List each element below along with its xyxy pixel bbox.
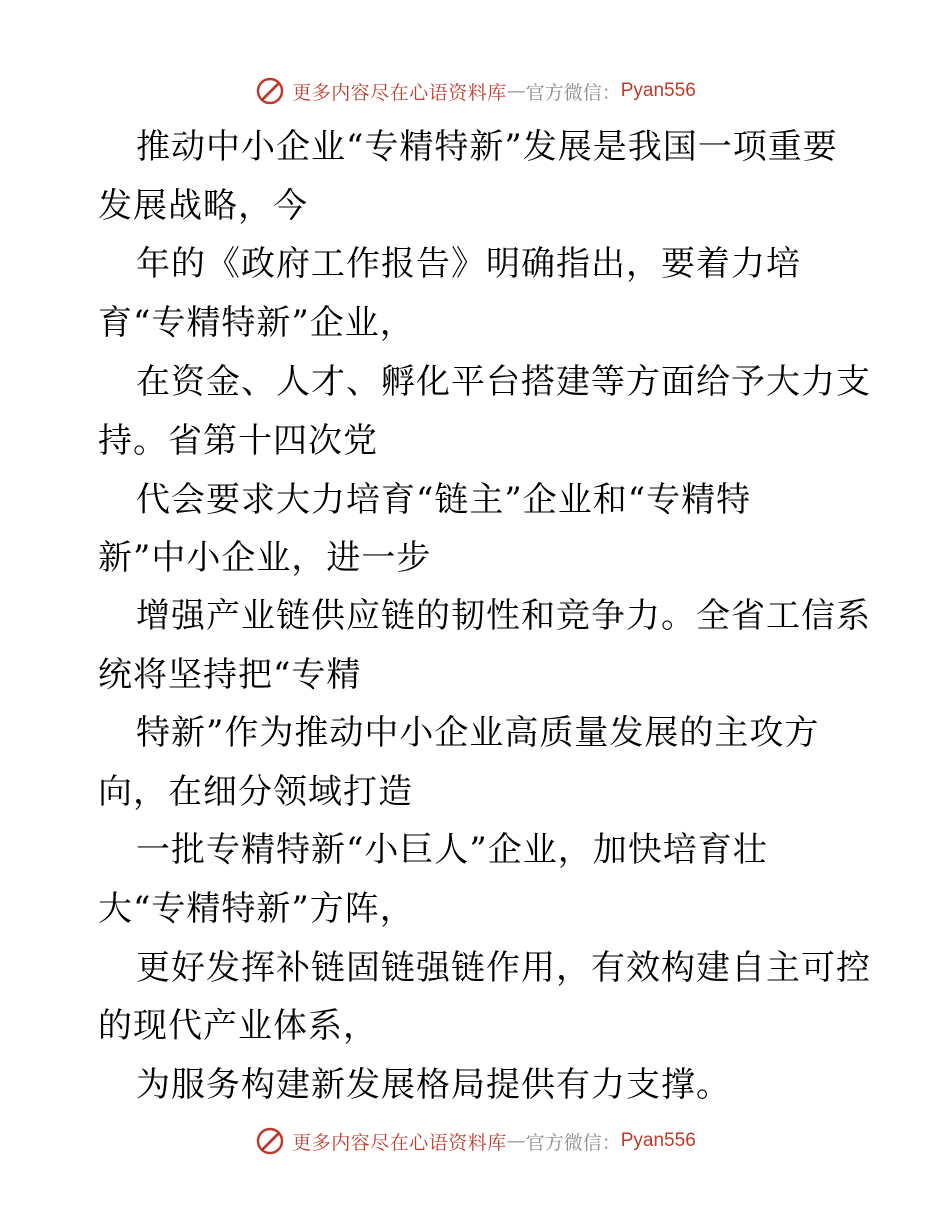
text-line: 发展战略，今 (98, 186, 308, 226)
text-line: 年的《政府工作报告》明确指出，要着力培 (136, 244, 801, 284)
text-line: 在资金、人才、孵化平台搭建等方面给予大力支 (136, 362, 871, 402)
watermark-wechat-id: Pyan556 (620, 1130, 696, 1151)
watermark-wechat-label: 官方微信： (525, 81, 621, 104)
text-line: 增强产业链供应链的韧性和竞争力。全省工信系 (136, 596, 871, 636)
watermark-title: 更多内容尽在心语资料库 (292, 81, 507, 104)
watermark-wechat-label: 官方微信： (525, 1131, 621, 1154)
footer-watermark (0, 1121, 950, 1161)
text-line: 代会要求大力培育“链主”企业和“专精特 (136, 480, 752, 520)
text-line: 为服务构建新发展格局提供有力支撑。 (136, 1065, 731, 1105)
watermark-wechat-id: Pyan556 (620, 80, 696, 101)
text-line: 新”中小企业，进一步 (98, 538, 432, 578)
watermark-separator: — (506, 80, 526, 102)
watermark-separator: — (506, 1130, 526, 1152)
quill-logo-icon (254, 75, 286, 107)
text-line: 大“专精特新”方阵， (98, 889, 415, 929)
quill-logo-icon (254, 1125, 286, 1157)
text-line: 育“专精特新”企业， (98, 303, 415, 343)
text-line: 一批专精特新“小巨人”企业，加快培育壮 (136, 830, 768, 870)
text-line: 的现代产业体系， (98, 1006, 378, 1046)
watermark-title: 更多内容尽在心语资料库 (292, 1131, 507, 1154)
text-line: 特新”作为推动中小企业高质量发展的主攻方 (136, 713, 820, 753)
text-line: 推动中小企业“专精特新”发展是我国一项重要 (136, 127, 838, 167)
text-line: 统将坚持把“专精 (98, 655, 362, 695)
text-line: 更好发挥补链固链强链作用，有效构建自主可控 (136, 948, 871, 988)
text-line: 向，在细分领域打造 (98, 772, 413, 812)
text-line: 持。省第十四次党 (98, 421, 378, 461)
header-watermark (0, 71, 950, 111)
